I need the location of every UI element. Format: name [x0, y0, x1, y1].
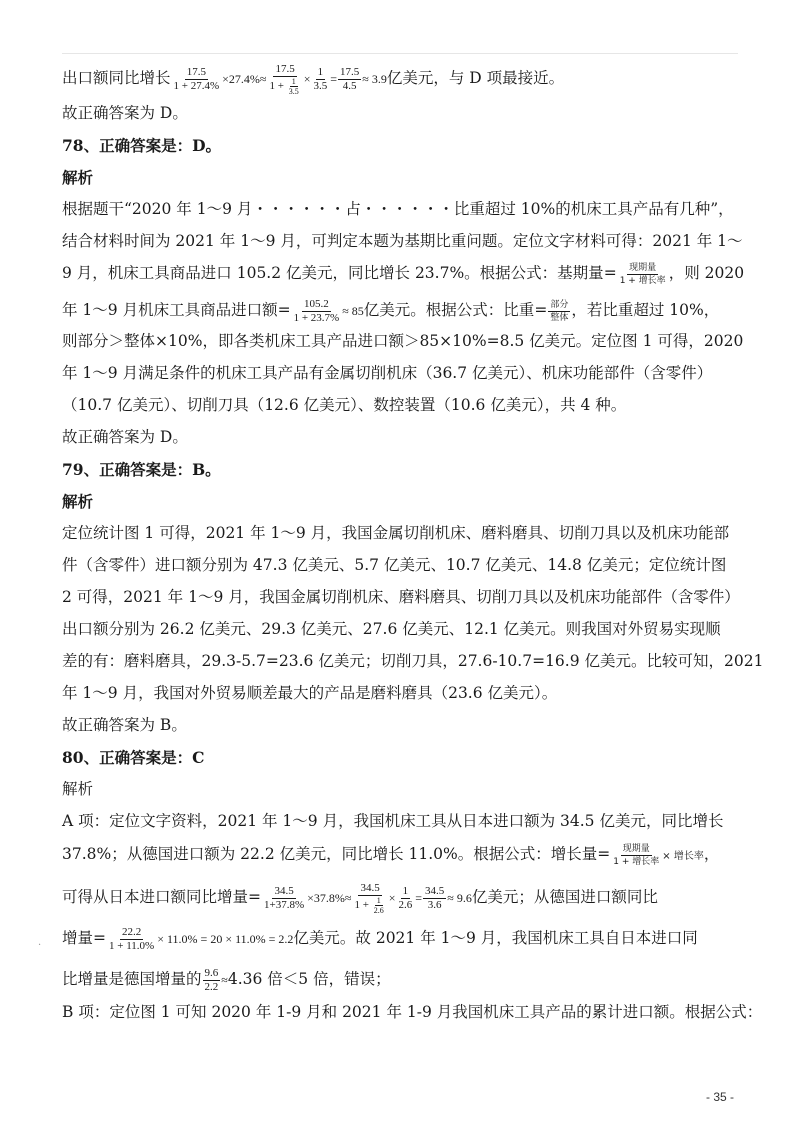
paragraph: A 项：定位文字资料，2021 年 1～9 月，我国机床工具从日本进口额为 34.5 亿美元，同比增长 — [62, 812, 724, 830]
paragraph: 9 月，机床工具商品进口 105.2 亿美元，同比增长 23.7%。根据公式：基期量= $\frac{\text{现期量}}{\text{1 + 增长率}}$ ，则 2020 — [62, 262, 745, 286]
fraction: $\frac{1}{3.5}$ — [313, 65, 328, 92]
paragraph: 故正确答案为 D。 — [62, 104, 188, 122]
fraction: $\frac{17.5}{1 + 27.4\%}$ — [173, 65, 220, 92]
paragraph: 可得从日本进口额同比增量= $\frac{34.5}{1+37.8\%}$ ×37.8%≈ 34.5 1 + $\frac{1}{2.6}$ × $\frac{1}{2.6}$ = $\frac{34.5}{3.6}$ ≈ 9.6亿美元；从德国进口额同比 — [62, 881, 658, 915]
paragraph: 结合材料时间为 2021 年 1～9 月，可判定本题为基期比重问题。定位文字材料可得：2021 年 1～ — [62, 232, 743, 250]
fraction: $\frac{34.5}{3.6}$ — [425, 884, 445, 911]
paragraph: 增量= $\frac{22.2}{1 + 11.0\%}$ × 11.0% = 20 × 11.0% = 2.2亿美元。故 2021 年 1～9 月，我国机床工具自日本进口同 — [62, 925, 698, 952]
analysis-label: 解析 — [62, 492, 94, 511]
page-number: - 35 - — [705, 1090, 734, 1104]
paragraph: 差的有：磨料磨具，29.3-5.7=23.6 亿美元；切削刀具，27.6-10.7=16.9 亿美元。比较可知，2021 — [62, 652, 764, 670]
paragraph: B 项：定位图 1 可知 2020 年 1-9 月和 2021 年 1-9 月我国机床工具产品的累计进口额。根据公式： — [62, 1003, 763, 1021]
fraction: $\frac{1}{2.6}$ — [398, 884, 413, 911]
fraction: 34.5 1 + $\frac{1}{2.6}$ — [354, 881, 384, 915]
fraction: $\frac{\text{部分}}{\text{整体}}$ — [550, 299, 569, 323]
paragraph: 比增量是德国增量的 $\frac{9.6}{2.2}$ ≈4.36 倍＜5 倍，错误； — [62, 966, 391, 993]
answer-heading: 80、正确答案是：C — [62, 748, 205, 767]
fraction: $\frac{17.5}{4.5}$ — [340, 65, 360, 92]
paragraph: 2 可得，2021 年 1～9 月，我国金属切削机床、磨料磨具、切削刀具以及机床功能部件（含零件） — [62, 588, 740, 606]
fraction: $\frac{9.6}{2.2}$ — [204, 966, 219, 993]
fraction: $\frac{105.2}{1 + 23.7\%}$ — [293, 297, 340, 324]
paragraph: 出口额分别为 26.2 亿美元、29.3 亿美元、27.6 亿美元、12.1 亿美元。则我国对外贸易实现顺 — [62, 620, 721, 638]
analysis-label: 解析 — [62, 780, 94, 798]
fraction: $\frac{34.5}{1+37.8\%}$ — [264, 884, 305, 911]
margin-mark: · — [38, 940, 42, 951]
analysis-label: 解析 — [62, 168, 94, 187]
fraction: $\frac{\text{现期量}}{\text{1 + 增长率}}$ — [619, 262, 666, 286]
answer-heading: 78、正确答案是：D。 — [62, 136, 222, 155]
paragraph: 故正确答案为 B。 — [62, 716, 187, 734]
fraction: $\frac{\text{现期量}}{\text{1 + 增长率}}$ — [613, 843, 660, 867]
paragraph: 件（含零件）进口额分别为 47.3 亿美元、5.7 亿美元、10.7 亿美元、14.8 亿美元；定位统计图 — [62, 556, 727, 574]
document-body — [62, 58, 764, 1025]
fraction: $\frac{22.2}{1 + 11.0\%}$ — [109, 925, 155, 952]
paragraph: 根据题干“2020 年 1～9 月・・・・・・占・・・・・・比重超过 10%的机床工具产品有几种”， — [62, 200, 734, 218]
paragraph: 37.8%；从德国进口额为 22.2 亿美元，同比增长 11.0%。根据公式：增长量= $\frac{\text{现期量}}{\text{1 + 增长率}}$ × 增长率， — [62, 843, 720, 867]
paragraph: （10.7 亿美元）、切削刀具（12.6 亿美元）、数控装置（10.6 亿美元），共 4 种。 — [62, 396, 627, 414]
paragraph: 年 1～9 月满足条件的机床工具产品有金属切削机床（36.7 亿美元）、机床功能部件（含零件） — [62, 364, 713, 382]
paragraph: 年 1～9 月，我国对外贸易顺差最大的产品是磨料磨具（23.6 亿美元）。 — [62, 684, 558, 702]
paragraph: 故正确答案为 D。 — [62, 428, 188, 446]
header-rule — [62, 53, 738, 54]
paragraph: 出口额同比增长 $\frac{17.5}{1 + 27.4\%}$ ×27.4%≈ 17.5 1 + $\frac{1}{3.5}$ × $\frac{1}{3.5}$ = $\frac{17.5}{4.5}$ ≈ 3.9亿美元，与 D 项最接近。 — [62, 62, 565, 96]
paragraph: 则部分＞整体×10%，即各类机床工具产品进口额＞85×10%=8.5 亿美元。定位图 1 可得，2020 — [62, 332, 744, 350]
fraction: 17.5 1 + $\frac{1}{3.5}$ — [269, 62, 299, 96]
paragraph: 年 1～9 月机床工具商品进口额= $\frac{105.2}{1 + 23.7\%}$ ≈ 85亿美元。根据公式：比重= $\frac{\text{部分}}{\text{整体}}$ ，若比重超过 10%， — [62, 297, 720, 324]
answer-heading: 79、正确答案是：B。 — [62, 460, 221, 479]
paragraph: 定位统计图 1 可得，2021 年 1～9 月，我国金属切削机床、磨料磨具、切削刀具以及机床功能部 — [62, 524, 730, 542]
